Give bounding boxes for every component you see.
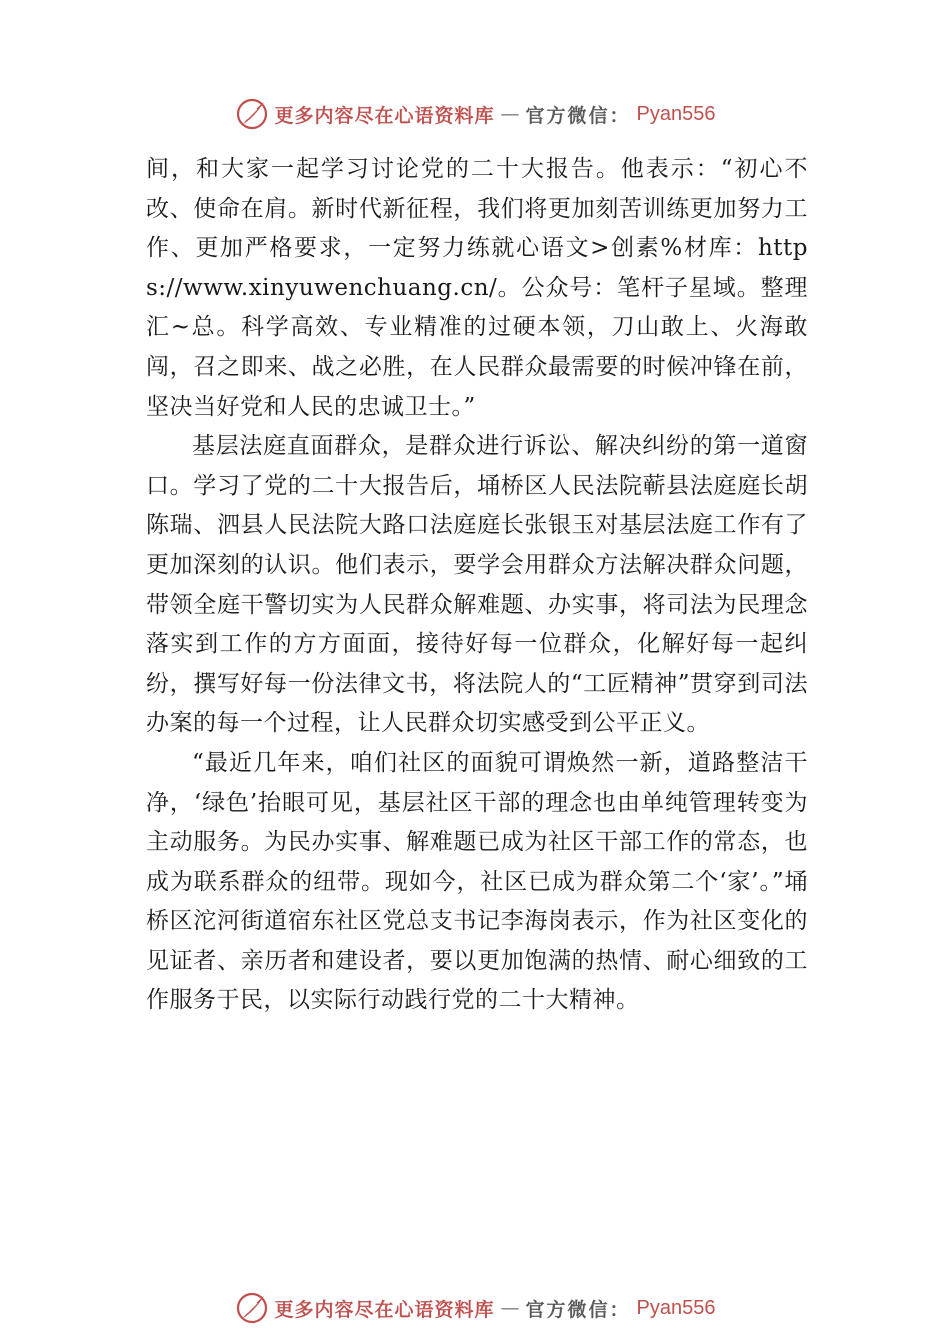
header-banner	[0, 94, 950, 134]
banner-wechat-label: 官方微信：	[525, 1298, 631, 1321]
banner-brand-text: 更多内容尽在心语资料库	[274, 1298, 495, 1321]
document-body	[146, 150, 808, 1021]
paragraph-3: “最近几年来，咱们社区的面貌可谓焕然一新，道路整洁干净，‘绿色’抬眼可见，基层社区干部的理念也由单纯管理转变为主动服务。为民办实事、解难题已成为社区干部工作的常态，也成为联系群众的纽带。现如今，社区已成为群众第二个‘家’。”埇桥区沱河街道宿东社区党总支书记李海岗表示，作为社区变化的见证者、亲历者和建设者，要以更加饱满的热情、耐心细致的工作服务于民，以实际行动践行党的二十大精神。	[146, 749, 808, 1014]
quill-logo-icon	[235, 1291, 269, 1325]
banner-wechat-id: Pyan556	[636, 1296, 716, 1319]
footer-banner	[0, 1288, 950, 1328]
paragraph-1: 间，和大家一起学习讨论党的二十大报告。他表示：“初心不改、使命在肩。新时代新征程，我们将更加刻苦训练更加努力工作、更加严格要求，一定努力练就心语文>创素%材库：https://www.xinyuwenchuang.cn/。公众号：笔杆子星域。整理汇~总。科学高效、专业精准的过硬本领，刀山敢上、火海敢闯，召之即来、战之必胜，在人民群众最需要的时候冲锋在前，坚决当好党和人民的忠诚卫士。”	[146, 156, 808, 420]
banner-dash: —	[500, 1297, 520, 1319]
banner-wechat-id: Pyan556	[636, 102, 716, 125]
banner-brand-text: 更多内容尽在心语资料库	[274, 104, 495, 127]
banner-wechat-label: 官方微信：	[525, 104, 631, 127]
banner-dash: —	[500, 103, 520, 125]
paragraph-2: 基层法庭直面群众，是群众进行诉讼、解决纠纷的第一道窗口。学习了党的二十大报告后，埇桥区人民法院蕲县法庭庭长胡陈瑞、泗县人民法院大路口法庭庭长张银玉对基层法庭工作有了更加深刻的认识。他们表示，要学会用群众方法解决群众问题，带领全庭干警切实为人民群众解难题、办实事，将司法为民理念落实到工作的方方面面，接待好每一位群众，化解好每一起纠纷，撰写好每一份法律文书，将法院人的“工匠精神”贯穿到司法办案的每一个过程，让人民群众切实感受到公平正义。	[146, 433, 808, 737]
quill-logo-icon	[235, 97, 269, 131]
